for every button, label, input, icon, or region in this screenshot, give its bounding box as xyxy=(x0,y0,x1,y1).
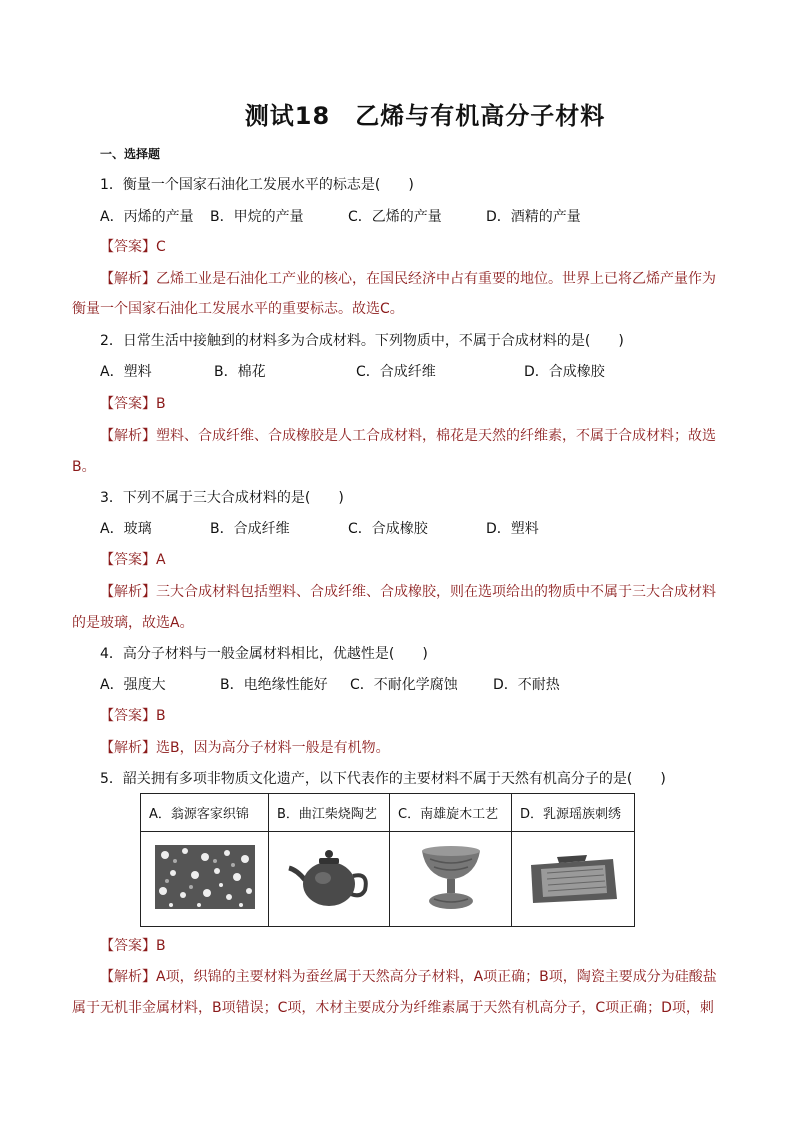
question-4-stem: 4．高分子材料与一般金属材料相比，优越性是( ) xyxy=(100,646,428,662)
q1-analysis-line-1 xyxy=(100,268,716,288)
clay-teapot-image xyxy=(283,842,375,912)
question-3-stem: 3．下列不属于三大合成材料的是( ) xyxy=(100,490,344,506)
q1-analysis-line-2: 衡量一个国家石油化工发展水平的重要标志。故选C。 xyxy=(72,301,404,317)
answer-tag: 【答案】 xyxy=(100,396,156,412)
analysis-text: A项，织锦的主要材料为蚕丝属于天然高分子材料，A项正确；B项，陶瓷主要成分为硅酸盐 xyxy=(156,969,717,985)
answer-value: C xyxy=(156,239,166,255)
q2-option-d: D．合成橡胶 xyxy=(524,364,605,380)
q5-image-cell-c xyxy=(390,832,512,927)
q1-option-d: D．酒精的产量 xyxy=(486,209,581,225)
q3-answer xyxy=(100,549,166,569)
q3-option-a: A．玻璃 xyxy=(100,521,152,537)
page-title: 测试18 乙烯与有机高分子材料 xyxy=(244,102,606,130)
q2-option-b: B．棉花 xyxy=(214,364,266,380)
wooden-goblet-image xyxy=(416,841,486,913)
q4-answer xyxy=(100,705,166,725)
q4-option-b: B．电绝缘性能好 xyxy=(220,677,328,693)
q3-option-d: D．塑料 xyxy=(486,521,539,537)
question-2-stem: 2．日常生活中接触到的材料多为合成材料。下列物质中，不属于合成材料的是( ) xyxy=(100,333,624,349)
analysis-text: 乙烯工业是石油化工产业的核心，在国民经济中占有重要的地位。世界上已将乙烯产量作为 xyxy=(156,271,716,287)
q3-option-b: B．合成纤维 xyxy=(210,521,290,537)
q1-option-b: B．甲烷的产量 xyxy=(210,209,304,225)
flower-brocade-image xyxy=(155,845,255,909)
q4-analysis-line-1 xyxy=(100,737,390,757)
q2-analysis-line-2: B。 xyxy=(72,459,96,475)
analysis-tag: 【解析】 xyxy=(100,740,156,756)
answer-tag: 【答案】 xyxy=(100,938,156,954)
q2-answer xyxy=(100,393,166,413)
question-1-stem: 1．衡量一个国家石油化工发展水平的标志是( ) xyxy=(100,177,414,193)
q4-option-d: D．不耐热 xyxy=(493,677,560,693)
analysis-tag: 【解析】 xyxy=(100,271,156,287)
analysis-text: 塑料、合成纤维、合成橡胶是人工合成材料，棉花是天然的纤维素，不属于合成材料；故选 xyxy=(156,428,716,444)
q5-image-cell-b xyxy=(269,832,390,927)
analysis-tag: 【解析】 xyxy=(100,584,156,600)
analysis-tag: 【解析】 xyxy=(100,969,156,985)
embroidered-cloth-image xyxy=(527,847,619,907)
analysis-tag: 【解析】 xyxy=(100,428,156,444)
q5-image-cell-a xyxy=(141,832,269,927)
q5-header-a: A．翁源客家织锦 xyxy=(141,794,269,832)
answer-value: A xyxy=(156,552,166,568)
q5-header-b: B．曲江柴烧陶艺 xyxy=(269,794,390,832)
q5-options-table xyxy=(140,793,635,927)
q1-answer xyxy=(100,236,166,256)
q1-option-c: C．乙烯的产量 xyxy=(348,209,442,225)
answer-tag: 【答案】 xyxy=(100,239,156,255)
q3-analysis-line-2: 的是玻璃，故选A。 xyxy=(72,615,194,631)
q5-answer xyxy=(100,935,166,955)
q5-image-cell-d xyxy=(512,832,635,927)
question-5-stem: 5．韶关拥有多项非物质文化遗产，以下代表作的主要材料不属于天然有机高分子的是( ) xyxy=(100,771,666,787)
answer-tag: 【答案】 xyxy=(100,708,156,724)
q2-option-a: A．塑料 xyxy=(100,364,152,380)
q4-option-c: C．不耐化学腐蚀 xyxy=(350,677,458,693)
analysis-text: 选B，因为高分子材料一般是有机物。 xyxy=(156,740,390,756)
q3-analysis-line-1 xyxy=(100,581,716,601)
q2-option-c: C．合成纤维 xyxy=(356,364,436,380)
q1-option-a: A．丙烯的产量 xyxy=(100,209,194,225)
q4-option-a: A．强度大 xyxy=(100,677,166,693)
q5-analysis-line-1 xyxy=(100,966,717,986)
q5-header-c: C．南雄旋木工艺 xyxy=(390,794,512,832)
answer-value: B xyxy=(156,396,166,412)
analysis-text: 三大合成材料包括塑料、合成纤维、合成橡胶，则在选项给出的物质中不属于三大合成材料 xyxy=(156,584,716,600)
answer-value: B xyxy=(156,938,166,954)
q3-option-c: C．合成橡胶 xyxy=(348,521,428,537)
q2-analysis-line-1 xyxy=(100,425,716,445)
q5-header-d: D．乳源瑶族刺绣 xyxy=(512,794,635,832)
answer-tag: 【答案】 xyxy=(100,552,156,568)
q5-analysis-line-2: 属于无机非金属材料，B项错误；C项，木材主要成分为纤维素属于天然有机高分子，C项正确；D项，刺 xyxy=(72,1000,714,1016)
section-heading: 一、选择题 xyxy=(100,147,161,161)
answer-value: B xyxy=(156,708,166,724)
